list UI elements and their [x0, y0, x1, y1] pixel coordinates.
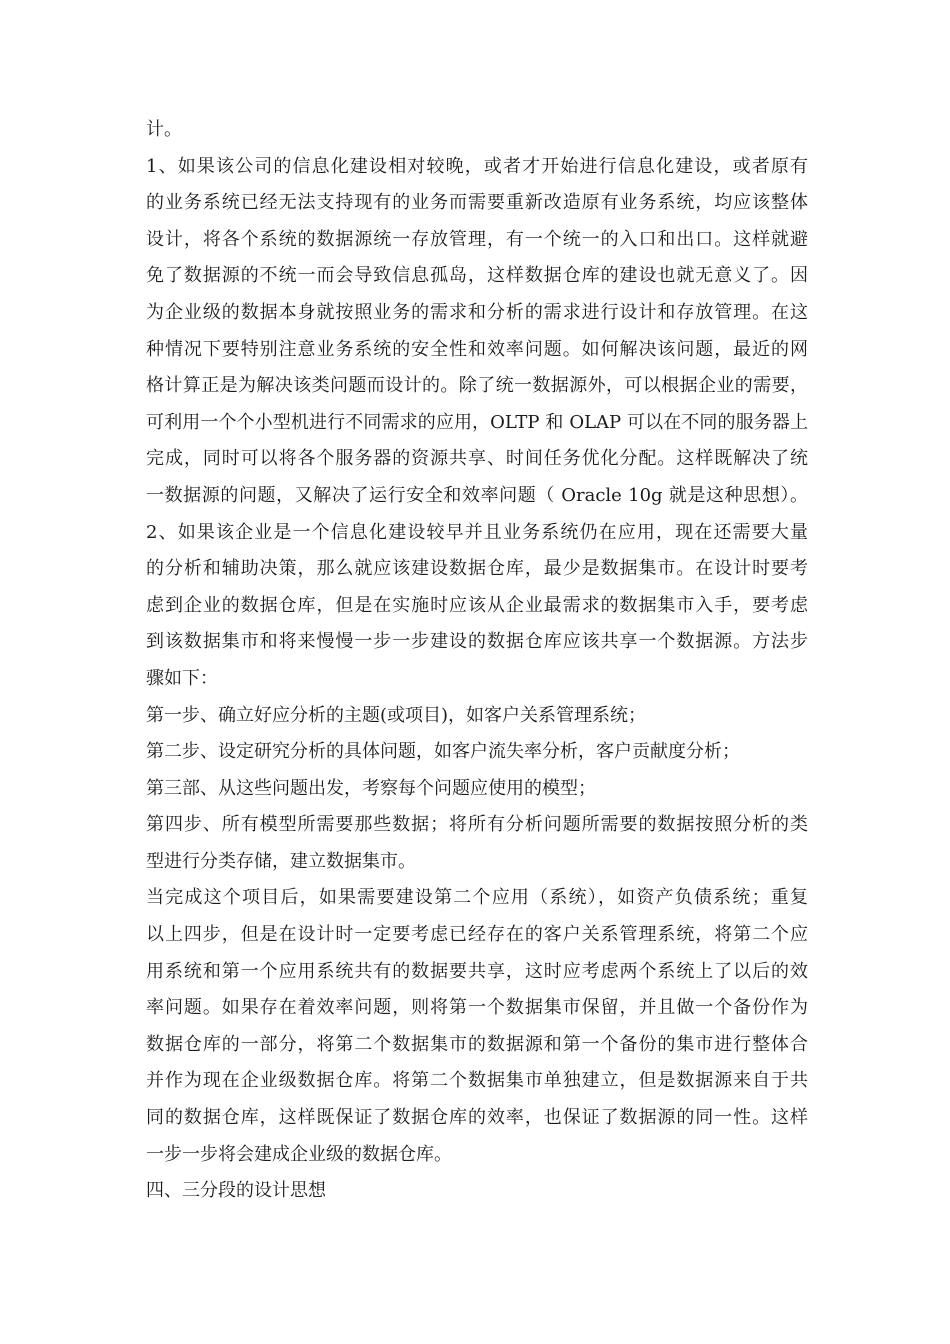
- text-line: 免了数据源的不统一而会导致信息孤岛，这样数据仓库的建设也就无意义了。因: [146, 265, 808, 287]
- section-heading: 四、三分段的设计思想: [146, 1180, 326, 1202]
- text-line: 一数据源的问题，又解决了运行安全和效率问题（ Oracle 10g 就是这种思想）。: [146, 484, 808, 506]
- text-line: 格计算正是为解决该类问题而设计的。除了统一数据源外，可以根据企业的需要，: [146, 375, 808, 397]
- text-line: 种情况下要特别注意业务系统的安全性和效率问题。如何解决该问题，最近的网: [146, 338, 808, 360]
- text-line: 到该数据集市和将来慢慢一步一步建设的数据仓库应该共享一个数据源。方法步: [146, 631, 808, 653]
- text-line: 一步一步将会建成企业级的数据仓库。: [146, 1143, 452, 1165]
- text-line: 计。: [146, 119, 182, 140]
- text-line: 可利用一个个小型机进行不同需求的应用，OLTP 和 OLAP 可以在不同的服务器上: [146, 411, 808, 433]
- text-line: 率问题。如果存在着效率问题，则将第一个数据集市保留，并且做一个备份作为: [146, 997, 808, 1019]
- text-line: 以上四步，但是在设计时一定要考虑已经存在的客户关系管理系统，将第二个应: [146, 924, 808, 946]
- text-line: 为企业级的数据本身就按照业务的需求和分析的需求进行设计和存放管理。在这: [146, 301, 808, 323]
- text-line: 型进行分类存储，建立数据集市。: [146, 850, 416, 872]
- text-line: 第二步、设定研究分析的具体问题，如客户流失率分析，客户贡献度分析；: [146, 741, 740, 763]
- text-line: 的业务系统已经无法支持现有的业务而需要重新改造原有业务系统，均应该整体: [146, 192, 808, 214]
- text-line: 数据仓库的一部分，将第二个数据集市的数据源和第一个备份的集市进行整体合: [146, 1033, 808, 1055]
- text-line: 用系统和第一个应用系统共有的数据要共享，这时应考虑两个系统上了以后的效: [146, 960, 808, 982]
- text-line: 虑到企业的数据仓库，但是在实施时应该从企业最需求的数据集市入手，要考虑: [146, 594, 808, 616]
- text-line: 并作为现在企业级数据仓库。将第二个数据集市单独建立，但是数据源来自于共: [146, 1070, 808, 1092]
- text-line: 1、如果该公司的信息化建设相对较晚，或者才开始进行信息化建设，或者原有: [146, 155, 808, 177]
- text-line: 第一步、确立好应分析的主题(或项目)，如客户关系管理系统；: [146, 704, 647, 726]
- text-line: 当完成这个项目后，如果需要建设第二个应用（系统），如资产负债系统；重复: [146, 887, 808, 909]
- text-line: 同的数据仓库，这样既保证了数据仓库的效率，也保证了数据源的同一性。这样: [146, 1107, 808, 1129]
- text-line: 完成，同时可以将各个服务器的资源共享、时间任务优化分配。这样既解决了统: [146, 448, 808, 470]
- text-line: 第四步、所有模型所需要那些数据；将所有分析问题所需要的数据按照分析的类: [146, 814, 808, 836]
- text-line: 第三部、从这些问题出发，考察每个问题应使用的模型；: [146, 777, 596, 799]
- text-line: 2、如果该企业是一个信息化建设较早并且业务系统仍在应用，现在还需要大量: [146, 521, 808, 543]
- text-line: 的分析和辅助决策，那么就应该建设数据仓库，最少是数据集市。在设计时要考: [146, 558, 808, 580]
- text-line: 骤如下：: [146, 667, 218, 689]
- document-body: [146, 112, 808, 1210]
- text-line: 设计，将各个系统的数据源统一存放管理，有一个统一的入口和出口。这样就避: [146, 228, 808, 250]
